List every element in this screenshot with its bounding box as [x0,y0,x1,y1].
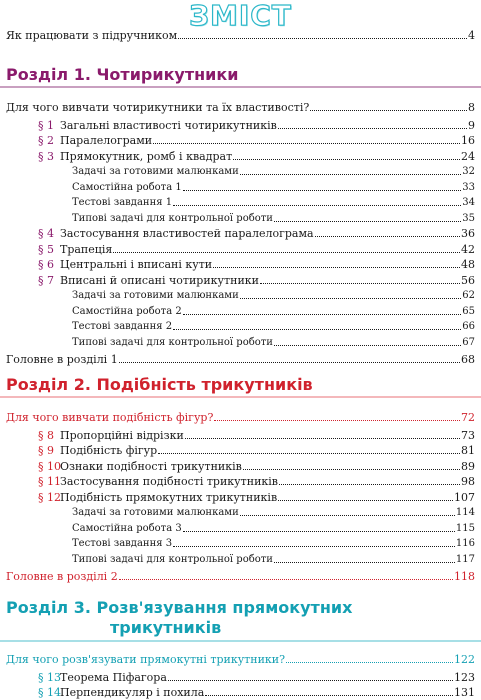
entry-label: Пропорційні відрізки [60,428,184,442]
dot-leader [278,500,453,501]
dot-leader [183,314,462,315]
toc-subentry[interactable] [72,520,475,535]
entry-label: Теорема Піфагора [60,670,167,684]
dot-leader [173,329,461,330]
dot-leader [243,469,460,470]
entry-label: Подібність фігур [60,444,158,457]
entry-label: Тестові завдання 1 [72,197,173,208]
entry-label: Для чого розв'язувати прямокутні трикутники? [6,653,286,666]
section-number: § 10 [38,459,61,473]
entry-label: Самостійна робота 2 [72,305,182,317]
section-number: § 7 [38,273,54,287]
entry-label: Ознаки подібності трикутників [60,459,242,473]
page-number: 8 [468,101,475,114]
entry-label: Центральні і вписані кути [60,258,213,271]
entry-label: Для чого вивчати подібність фігур? [6,411,214,424]
section-number: § 11 [38,475,61,488]
chapter-rule [0,396,481,398]
toc-entry-section[interactable] [38,458,475,473]
page-number: 115 [455,522,475,534]
page-number: 48 [461,258,475,271]
section-number: § 13 [38,670,61,684]
section-number: § 3 [38,149,54,163]
toc-entry-why[interactable] [6,409,475,424]
entry-label: Вписані й описані чотирикутники [60,273,259,287]
page-number: 81 [461,444,475,457]
toc-entry-intro[interactable] [6,27,475,42]
page-number: 67 [462,336,475,348]
section-number: § 9 [38,444,54,457]
dot-leader [185,438,460,439]
toc-entry-section[interactable] [38,148,475,163]
entry-label: Головне в розділі 1 [6,353,118,366]
entry-label: Прямокутник, ромб і квадрат [60,149,233,163]
chapter-rule [0,640,481,642]
toc-entry-section[interactable] [38,225,475,240]
dot-leader [233,159,460,160]
page-number: 42 [461,242,475,256]
entry-label: Типові задачі для контрольної роботи [72,336,273,348]
dot-leader [310,110,467,111]
toc-entry-section[interactable] [38,117,475,132]
toc-subentry[interactable] [72,303,475,318]
dot-leader [286,662,453,663]
section-number: § 8 [38,428,54,442]
entry-label: Задачі за готовими малюнками [72,166,239,177]
entry-label: Перпендикуляр і похила [60,686,205,699]
dot-leader [168,680,453,681]
dot-leader [113,252,460,253]
toc-subentry[interactable] [72,551,475,566]
page-number: 34 [462,197,475,208]
page-number: 107 [454,490,475,504]
entry-label: Задачі за готовими малюнками [72,290,239,301]
entry-label: Головне в розділі 2 [6,570,118,583]
toc-subentry[interactable] [72,210,475,225]
section-number: § 5 [38,242,54,256]
toc-subentry[interactable] [72,179,475,194]
page-number: 4 [468,29,475,42]
toc-entry-section[interactable] [38,489,475,504]
toc-entry-summary[interactable] [6,351,475,366]
entry-label: Загальні властивості чотирикутників [60,118,277,132]
page-number: 122 [454,653,475,666]
dot-leader [240,174,462,175]
page-number: 62 [462,290,475,301]
entry-label: Як працювати з підручником [6,29,178,42]
section-number: § 12 [38,490,61,504]
dot-leader [119,362,460,363]
dot-leader [260,283,460,284]
page-number: 131 [454,686,475,699]
dot-leader [278,128,467,129]
toc-entry-why[interactable] [6,651,475,666]
section-number: § 6 [38,258,54,271]
toc-subentry[interactable] [72,287,475,302]
toc-entry-why[interactable] [6,99,475,114]
entry-label: Трапеція [60,242,113,256]
page-number: 123 [454,670,475,684]
dot-leader [240,298,462,299]
entry-label: Для чого вивчати чотирикутники та їх властивості? [6,101,310,114]
chapter-title: Розділ 1. Чотирикутники [6,65,239,84]
toc-entry-section[interactable] [38,241,475,256]
entry-label: Паралелограми [60,134,153,147]
dot-leader [274,562,455,563]
toc-subentry[interactable] [72,318,475,333]
toc-entry-section[interactable] [38,442,475,457]
dot-leader [279,484,460,485]
entry-label: Застосування подібності трикутників [60,475,278,488]
chapter-heading [0,596,481,642]
page-number: 33 [462,181,475,193]
toc-entry-section[interactable] [38,272,475,287]
page-title: ЗМІСТ [189,0,292,32]
dot-leader [173,546,455,547]
dot-leader [183,531,455,532]
page-number: 66 [462,321,475,332]
page-number: 116 [455,538,475,549]
dot-leader [205,695,453,696]
dot-leader [119,579,453,580]
chapter-rule [0,86,481,88]
section-number: § 2 [38,134,54,147]
page-number: 35 [462,212,475,224]
dot-leader [315,236,460,237]
chapter-title-continued: трикутників [110,618,222,637]
toc-subentry[interactable] [72,504,475,519]
toc-entry-section[interactable] [38,473,475,488]
toc-subentry[interactable] [72,334,475,349]
toc-entry-section[interactable] [38,427,475,442]
toc-entry-section[interactable] [38,684,475,699]
entry-label: Задачі за готовими малюнками [72,507,239,518]
page-number: 72 [461,411,475,424]
dot-leader [183,190,462,191]
dot-leader [213,267,460,268]
toc-entry-section[interactable] [38,132,475,147]
dot-leader [173,205,461,206]
toc-entry-section[interactable] [38,256,475,271]
page-number: 114 [455,507,475,518]
page-number: 16 [461,134,475,147]
toc-entry-summary[interactable] [6,568,475,583]
dot-leader [274,221,461,222]
toc-subentry[interactable] [72,194,475,209]
section-number: § 14 [38,686,61,699]
entry-label: Типові задачі для контрольної роботи [72,553,273,565]
entry-label: Тестові завдання 3 [72,538,173,549]
page-number: 56 [461,273,475,287]
toc-subentry[interactable] [72,535,475,550]
entry-label: Застосування властивостей паралелограма [60,227,314,240]
entry-label: Подібність прямокутних трикутників [60,490,278,504]
dot-leader [240,515,455,516]
page-number: 98 [461,475,475,488]
page-number: 68 [461,353,475,366]
entry-label: Типові задачі для контрольної роботи [72,212,273,224]
chapter-title: Розділ 3. Розв'язування прямокутних [6,598,353,617]
toc-entry-section[interactable] [38,669,475,684]
dot-leader [214,420,460,421]
section-number: § 1 [38,118,54,132]
section-number: § 4 [38,227,54,240]
page-number: 73 [461,428,475,442]
page-number: 117 [455,553,475,565]
chapter-heading [0,62,481,88]
page-number: 9 [468,118,475,132]
page-number: 24 [461,149,475,163]
dot-leader [178,38,467,39]
dot-leader [274,345,461,346]
toc-subentry[interactable] [72,163,475,178]
dot-leader [158,453,460,454]
entry-label: Самостійна робота 1 [72,181,182,193]
chapter-heading [0,372,481,398]
entry-label: Тестові завдання 2 [72,321,173,332]
page-number: 65 [462,305,475,317]
chapter-title: Розділ 2. Подібність трикутників [6,375,313,394]
dot-leader [153,143,460,144]
page-number: 36 [461,227,475,240]
page-number: 32 [462,166,475,177]
entry-label: Самостійна робота 3 [72,522,182,534]
page-number: 118 [454,570,475,583]
page-number: 89 [461,459,475,473]
